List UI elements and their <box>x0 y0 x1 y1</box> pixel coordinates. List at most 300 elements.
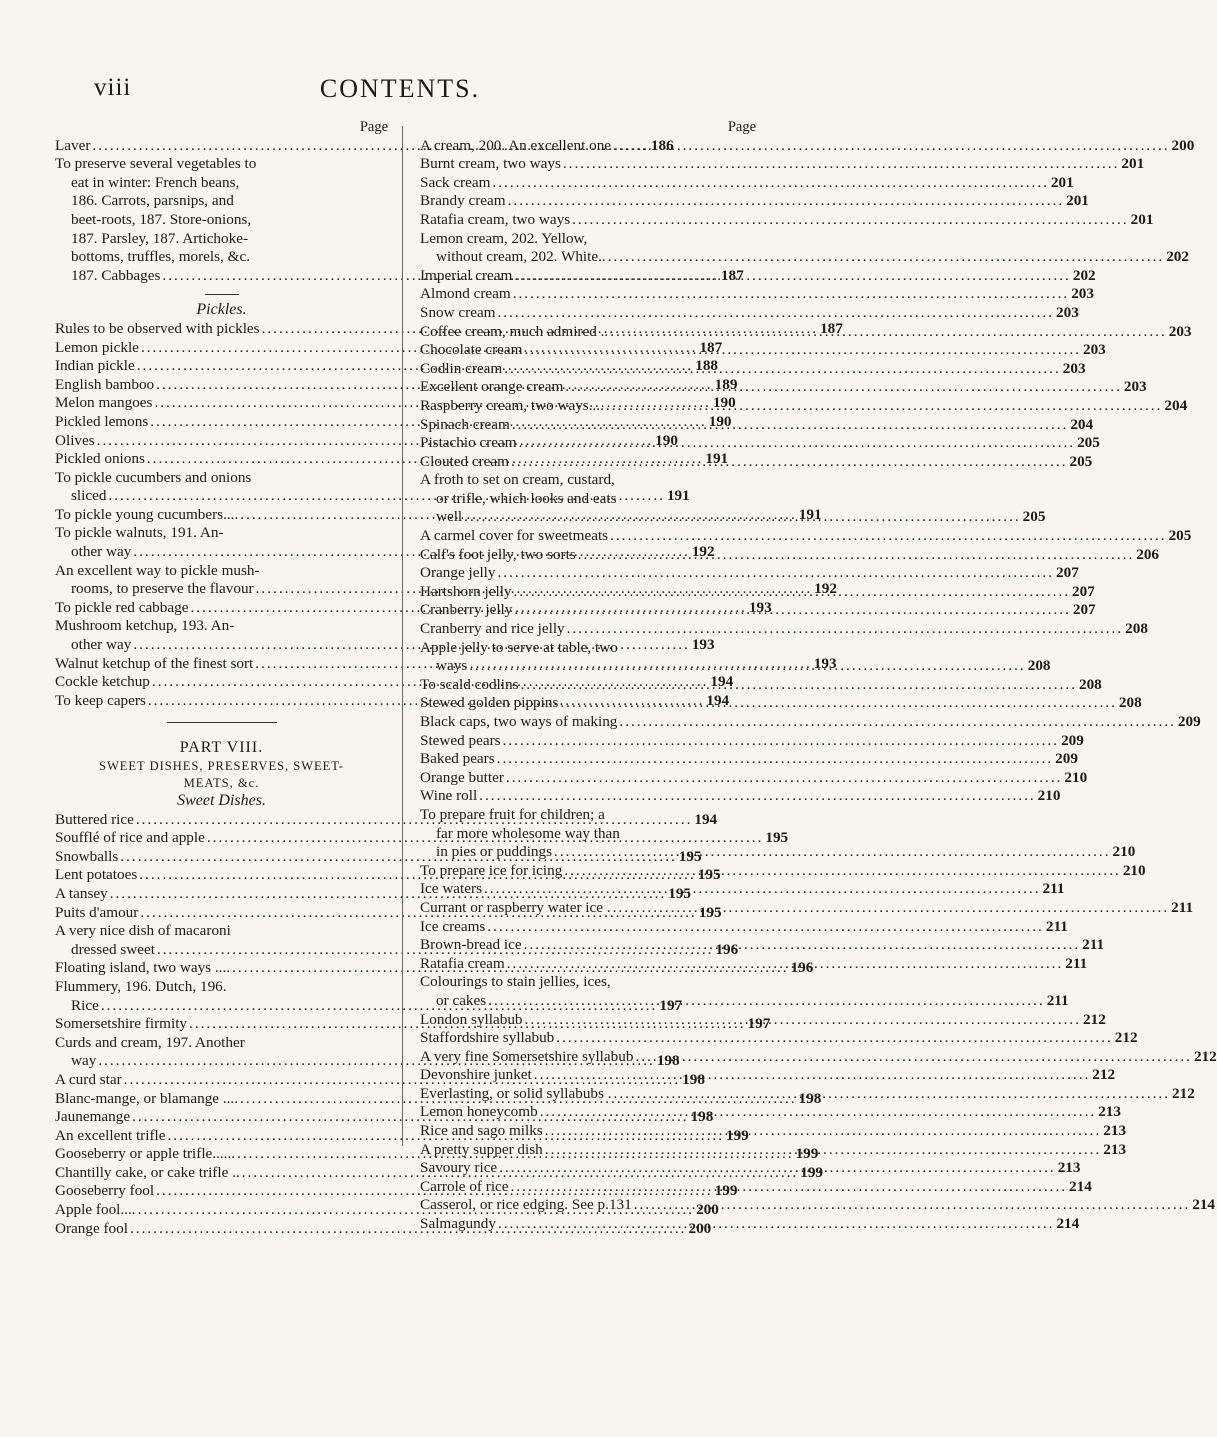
toc-entry <box>420 675 1102 695</box>
toc-entry <box>420 936 1105 955</box>
entry-title: Orange butter <box>420 768 504 786</box>
toc-entry <box>420 155 1145 174</box>
toc-entry <box>420 787 1061 806</box>
column-divider <box>402 126 403 1146</box>
toc-entry <box>420 1122 1127 1141</box>
entry-title: Apple fool.... <box>55 1201 136 1219</box>
entry-title: Everlasting, or solid syllabubs . <box>420 1084 612 1102</box>
page-number: 198 <box>682 1070 705 1088</box>
toc-entry <box>420 431 1100 453</box>
toc-entry-continuation <box>420 991 1069 1011</box>
page-number: 191 <box>705 450 729 468</box>
toc-entry <box>420 210 1154 230</box>
toc-entry <box>420 136 1195 156</box>
page-column-label: Page <box>359 119 388 135</box>
page-number: 202 <box>1166 248 1189 266</box>
entry-title: Cockle ketchup <box>55 673 150 691</box>
entry-title: well <box>436 508 463 526</box>
dot-leader <box>608 527 1169 546</box>
page-number: 214 <box>1069 1177 1092 1195</box>
dot-leader <box>522 338 1083 360</box>
entry-title: To scald codlins <box>420 675 519 693</box>
entry-first-line: Colourings to stain jellies, ices, <box>420 973 611 991</box>
page-number: 199 <box>714 1182 738 1200</box>
page-title: CONTENTS. <box>319 74 481 103</box>
page-number: 186 <box>650 136 674 154</box>
entry-title: 187. Cabbages <box>71 266 161 284</box>
dot-leader <box>522 936 1083 955</box>
entry-title: Snowballs <box>55 847 119 865</box>
page-number: 188 <box>695 357 718 375</box>
toc-entry <box>420 452 1093 472</box>
page-number: 199 <box>800 1163 823 1181</box>
page-number: 197 <box>659 996 683 1014</box>
page-number: 193 <box>691 636 715 654</box>
page-number: 194 <box>710 673 734 691</box>
dot-leader <box>510 416 1071 435</box>
entry-title: An excellent trifle <box>55 1126 166 1144</box>
page-number: 205 <box>1077 434 1100 452</box>
toc-entry <box>420 338 1106 360</box>
entry-title: Gooseberry fool <box>55 1182 155 1200</box>
entry-title: Stewed pears <box>420 731 501 749</box>
entry-continuation-line: beet-roots, 187. Store-onions, <box>71 210 252 228</box>
entry-title: Ratafia cream, two ways <box>420 210 571 228</box>
dot-leader <box>512 583 1073 602</box>
section-heading-pickles: Pickles. <box>196 301 247 319</box>
entry-title: Imperial cream <box>420 266 513 284</box>
dot-leader <box>512 598 1073 620</box>
entry-first-line: Flummery, 196. Dutch, 196. <box>55 977 227 995</box>
entry-title: Burnt cream, two ways <box>420 155 561 173</box>
entry-title: without cream, 202. White.. <box>436 248 606 266</box>
entry-continuation-line: bottoms, truffles, morels, &c. <box>71 248 250 266</box>
entry-first-line: An excellent way to pickle mush- <box>55 561 260 579</box>
entry-title: Snow cream <box>420 303 496 321</box>
entry-title: Savoury rice <box>420 1159 498 1177</box>
page-number: 195 <box>678 847 702 865</box>
page-number: 211 <box>1065 954 1088 972</box>
page-number: 200 <box>696 1201 719 1219</box>
toc-entry <box>420 620 1148 639</box>
dot-leader <box>485 918 1046 937</box>
dot-leader <box>504 769 1065 788</box>
dot-leader <box>543 1122 1104 1141</box>
page-number: 208 <box>1078 675 1102 693</box>
page-number: 193 <box>748 598 772 616</box>
toc-entry <box>420 880 1065 899</box>
entry-title: Soufflé of rice and apple <box>55 829 205 847</box>
dot-leader <box>612 1085 1173 1104</box>
dot-leader <box>509 1178 1070 1197</box>
page-number: 190 <box>708 412 732 430</box>
entry-title: Stewed golden pippins <box>420 694 559 712</box>
entry-title: other way <box>71 636 132 654</box>
dot-leader <box>558 691 1119 713</box>
page-number: 202 <box>1072 266 1096 284</box>
entry-title: Cranberry jelly <box>420 601 513 619</box>
toc-entry <box>420 1047 1217 1067</box>
page-number: 201 <box>1066 192 1089 210</box>
page-number: 204 <box>1164 396 1188 414</box>
toc-entry-continuation <box>420 248 1189 267</box>
entry-title: ways <box>436 657 468 675</box>
entry-title: To pickle red cabbage <box>55 598 189 616</box>
entry-title: Gooseberry or apple trifle...... <box>55 1145 236 1163</box>
entry-first-line: To preserve several vegetables to <box>55 155 257 173</box>
page-number: 212 <box>1172 1084 1195 1102</box>
toc-entry <box>420 359 1086 379</box>
dot-leader <box>570 211 1131 230</box>
page-column-label: Page <box>727 119 756 135</box>
toc-entry-continuation <box>420 843 1136 862</box>
page-number: 211 <box>1045 917 1068 935</box>
page-number: 208 <box>1125 620 1148 638</box>
page-number: 212 <box>1114 1029 1138 1047</box>
entry-continuation-line: 186. Carrots, parsnips, and <box>71 192 234 210</box>
dot-leader <box>505 955 1066 974</box>
section-heading-sweet-dishes: Sweet Dishes. <box>177 792 266 809</box>
entry-title: Staffordshire syllabub <box>420 1029 555 1047</box>
entry-continuation-line: far more wholesome way than <box>436 824 620 842</box>
part-subheading-line-1: SWEET DISHES, PRESERVES, SWEET- <box>99 759 344 773</box>
entry-title: Calf's foot jelly, two sorts <box>420 545 576 563</box>
page-number: 187 <box>699 338 723 356</box>
page-number: 207 <box>1072 582 1095 600</box>
entry-title: Walnut ketchup of the finest sort <box>55 654 254 672</box>
entry-title: Lemon honeycomb <box>420 1103 538 1121</box>
toc-entry <box>420 375 1147 397</box>
page-number: 192 <box>691 543 715 561</box>
page-number: 212 <box>1193 1047 1217 1065</box>
entry-title: Cranberry and rice jelly <box>420 620 565 638</box>
page-number: 199 <box>795 1145 819 1163</box>
page-number: 210 <box>1122 861 1146 879</box>
dot-leader <box>538 1103 1099 1122</box>
toc-entry <box>420 527 1192 546</box>
page-number: 190 <box>712 394 736 412</box>
page-number: 206 <box>1136 545 1160 563</box>
dot-leader <box>576 546 1137 565</box>
entry-first-line: To pickle walnuts, 191. An- <box>55 524 224 542</box>
dot-leader <box>462 505 1023 527</box>
entry-continuation-line: 187. Parsley, 187. Artichoke- <box>71 229 249 247</box>
dot-leader <box>562 862 1123 881</box>
entry-title: Raspberry cream, two ways.... <box>420 396 604 414</box>
entry-title: other way <box>71 543 132 561</box>
entry-title: Pickled lemons <box>55 412 149 430</box>
part-subheading-line-2: MEATS, &c. <box>183 776 260 790</box>
toc-entry <box>420 564 1079 583</box>
page-number: 214 <box>1192 1196 1216 1214</box>
page-number: 203 <box>1071 285 1094 303</box>
entry-title: Ice waters <box>420 880 482 898</box>
page-number: 194 <box>694 810 718 828</box>
entry-title: Rice <box>71 996 99 1014</box>
entry-title: Rice and sago milks <box>420 1122 543 1140</box>
page-number: 198 <box>690 1108 714 1126</box>
dot-leader <box>552 843 1113 862</box>
page-number: 207 <box>1072 601 1096 619</box>
entry-continuation-line: or trifle, which looks and eats <box>436 489 617 507</box>
entry-title: Ice creams <box>420 917 486 935</box>
page-number: 211 <box>1082 936 1105 954</box>
entry-title: Casserol, or rice edging. See p.131 <box>420 1196 632 1214</box>
toc-entry <box>420 898 1194 918</box>
dot-leader <box>561 155 1122 174</box>
entry-title: Excellent orange cream <box>420 378 564 396</box>
toc-entry <box>420 396 1188 416</box>
page-number: 203 <box>1062 359 1086 377</box>
entry-title: Coffee cream, much admired .. <box>420 322 609 340</box>
entry-title: Puits d'amour <box>55 903 139 921</box>
page-number: 203 <box>1082 341 1106 359</box>
page-number: 200 <box>688 1219 712 1237</box>
page-number: 211 <box>1171 898 1194 916</box>
page-number: 195 <box>765 829 789 847</box>
toc-entry <box>420 1215 1080 1234</box>
page-number: 194 <box>706 691 730 709</box>
dot-leader <box>496 1215 1057 1234</box>
entry-title: English bamboo <box>55 375 155 393</box>
page-number: 195 <box>668 884 692 902</box>
page-number: 210 <box>1112 843 1136 861</box>
dot-leader <box>490 174 1051 193</box>
dot-leader <box>604 397 1165 416</box>
dot-leader <box>512 267 1073 286</box>
page-number: 213 <box>1057 1159 1081 1177</box>
page-number: 208 <box>1027 657 1051 675</box>
page-number: 189 <box>714 375 738 393</box>
page-number: 190 <box>655 431 678 449</box>
entry-title: or cakes <box>436 991 487 1009</box>
entry-title: Indian pickle <box>55 357 135 375</box>
page-number: 195 <box>698 903 722 921</box>
dot-leader <box>486 992 1047 1011</box>
entry-title: Almond cream <box>420 285 511 303</box>
toc-entry <box>420 731 1084 751</box>
entry-title: Hartshorn jelly <box>420 582 512 600</box>
page-number: 205 <box>1168 527 1192 545</box>
entry-title: Pistachio cream <box>420 434 517 452</box>
entry-title: rooms, to preserve the flavour <box>71 580 254 598</box>
toc-entry <box>420 1196 1216 1215</box>
page-number: 201 <box>1130 210 1154 228</box>
dot-leader <box>482 880 1043 899</box>
entry-title: Sack cream <box>420 173 491 191</box>
dot-leader <box>496 304 1057 323</box>
entry-first-line: To prepare fruit for children; a <box>420 805 605 823</box>
entry-title: Codlin cream <box>420 359 503 377</box>
page-number: 193 <box>813 654 837 672</box>
page-number: 187 <box>720 266 744 284</box>
dot-leader <box>608 323 1169 342</box>
entry-title: Salmagundy <box>420 1215 496 1233</box>
page-number: 197 <box>747 1015 771 1033</box>
page-number: 203 <box>1168 322 1192 340</box>
page-folio: viii <box>94 74 132 101</box>
toc-entry <box>420 545 1160 565</box>
toc-entry <box>420 861 1146 881</box>
entry-title: Melon mangoes <box>55 394 153 412</box>
page-number: 199 <box>725 1126 749 1144</box>
toc-entry <box>420 173 1074 193</box>
toc-entry <box>420 415 1094 435</box>
entry-title: Chocolate cream <box>420 341 523 359</box>
toc-entry <box>420 917 1068 937</box>
entry-title: Rules to be observed with pickles <box>55 319 260 337</box>
page-number: 210 <box>1064 768 1088 786</box>
entry-title: Buttered rice <box>55 810 134 828</box>
page-number: 191 <box>666 487 690 505</box>
toc-entry <box>420 1177 1092 1197</box>
page-number: 211 <box>1046 991 1069 1009</box>
entry-title: A carmel cover for sweetmeats <box>420 527 609 545</box>
entry-title: Carrole of rice <box>420 1177 509 1195</box>
entry-title: To pickle young cucumbers.... <box>55 505 239 523</box>
entry-title: Brandy cream <box>420 192 506 210</box>
dot-leader <box>518 676 1079 695</box>
entry-first-line: Curds and cream, 197. Another <box>55 1033 245 1051</box>
entry-title: Clouted cream <box>420 452 509 470</box>
toc-entry <box>420 303 1079 323</box>
entry-title: Wine roll <box>420 787 478 805</box>
dot-leader <box>511 285 1072 304</box>
entry-title: Chantilly cake, or cake trifle .. <box>55 1163 240 1181</box>
dot-leader <box>509 453 1070 472</box>
page-number: 207 <box>1056 564 1079 582</box>
dot-leader <box>495 750 1056 769</box>
page-number: 203 <box>1123 378 1147 396</box>
entry-title: Black caps, two ways of making <box>420 713 618 730</box>
page-number: 210 <box>1037 787 1061 805</box>
dot-leader <box>611 137 1172 156</box>
entry-title: Pickled onions <box>55 450 145 468</box>
page-number: 200 <box>1171 136 1195 154</box>
page-number: 205 <box>1022 508 1046 526</box>
entry-title: Currant or raspberry water ice . <box>420 898 611 916</box>
entry-title: London syllabub <box>420 1010 523 1028</box>
dot-leader <box>532 1066 1093 1085</box>
page-number: 198 <box>798 1089 822 1107</box>
entry-title: A curd star <box>55 1070 122 1088</box>
entry-title: To prepare ice for icing <box>420 861 563 879</box>
entry-title: dressed sweet <box>71 940 155 958</box>
entry-title: Orange fool <box>55 1219 128 1237</box>
entry-title: Olives <box>55 431 95 449</box>
entry-title: Ratafia cream <box>420 954 505 972</box>
entry-title: A pretty supper dish <box>420 1140 543 1158</box>
entry-title: Lemon pickle <box>55 338 139 356</box>
dot-leader <box>502 360 1063 379</box>
entry-first-line: To pickle cucumbers and onions <box>55 468 252 486</box>
entry-title: Jaunemange <box>55 1108 131 1126</box>
page-number: 187 <box>820 319 843 337</box>
entry-continuation-line: eat in winter: French beans, <box>71 173 240 191</box>
section-rule <box>205 294 239 295</box>
dot-leader <box>606 248 1167 267</box>
page-number: 198 <box>656 1052 680 1070</box>
dot-leader <box>632 1196 1193 1215</box>
toc-entry <box>420 1029 1138 1048</box>
entry-title: Baked pears <box>420 750 495 768</box>
entry-title: Orange jelly <box>420 564 496 582</box>
entry-title: A very fine Somersetshire syllabub <box>420 1047 634 1065</box>
toc-entry <box>420 1066 1116 1085</box>
entry-title: Laver <box>55 136 91 154</box>
dot-leader <box>563 375 1124 397</box>
page-number: 211 <box>1042 880 1065 898</box>
dot-leader <box>543 1141 1104 1160</box>
toc-entry <box>420 750 1078 769</box>
entry-first-line: Apple jelly to serve at table, two <box>420 638 618 656</box>
page-number: 209 <box>1177 713 1201 730</box>
page-number: 203 <box>1056 303 1079 321</box>
dot-leader <box>565 620 1126 639</box>
page-number: 208 <box>1118 694 1142 712</box>
toc-entry <box>420 1103 1121 1122</box>
page-number: 209 <box>1061 731 1084 749</box>
dot-leader <box>611 899 1172 918</box>
entry-title: in pies or puddings <box>436 843 553 861</box>
running-head <box>0 74 800 104</box>
entry-first-line: Lemon cream, 202. Yellow, <box>420 229 588 247</box>
dot-leader <box>554 1029 1115 1048</box>
part-rule <box>167 722 277 723</box>
dot-leader <box>501 732 1062 751</box>
toc-entry <box>420 691 1142 713</box>
page-number: 212 <box>1092 1066 1116 1084</box>
entry-title: Brown-bread ice <box>420 936 522 954</box>
toc-entry <box>420 713 1201 732</box>
dot-leader <box>633 1048 1194 1067</box>
dot-leader <box>523 1011 1084 1030</box>
entry-title: Floating island, two ways .... <box>55 959 231 977</box>
page-number: 209 <box>1055 750 1078 768</box>
entry-title: To keep capers <box>55 691 146 709</box>
dot-leader <box>477 787 1038 806</box>
page-number: 201 <box>1050 173 1074 191</box>
page-number: 191 <box>798 505 822 523</box>
toc-entry <box>420 192 1089 211</box>
page-number: 213 <box>1103 1140 1127 1158</box>
page-number: 214 <box>1056 1215 1080 1233</box>
dot-leader <box>467 654 1028 676</box>
toc-entry <box>420 266 1096 286</box>
entry-title: Lent potatoes <box>55 866 138 884</box>
entry-title: Somersetshire firmity <box>55 1015 188 1033</box>
page-number: 196 <box>715 940 739 958</box>
page-number: 213 <box>1103 1122 1127 1140</box>
page-number: 196 <box>790 959 814 977</box>
page-number: 201 <box>1121 155 1145 173</box>
dot-leader <box>506 192 1067 211</box>
page-number: 205 <box>1069 452 1093 470</box>
dot-leader <box>496 564 1057 583</box>
dot-leader <box>617 713 1178 732</box>
entry-first-line: A froth to set on cream, custard, <box>420 471 615 489</box>
entry-title: A tansey <box>55 884 108 902</box>
toc-entry <box>420 285 1094 304</box>
entry-title: sliced <box>71 487 107 505</box>
page-number: 195 <box>697 866 721 884</box>
entry-title: Spinach cream <box>420 415 510 433</box>
part-heading: PART VIII. <box>179 739 264 757</box>
entry-first-line: Mushroom ketchup, 193. An- <box>55 617 235 635</box>
entry-first-line: A very nice dish of macaroni <box>55 922 231 940</box>
entry-title: way <box>71 1052 97 1070</box>
entry-title: A cream, 200. An excellent one <box>420 136 612 154</box>
